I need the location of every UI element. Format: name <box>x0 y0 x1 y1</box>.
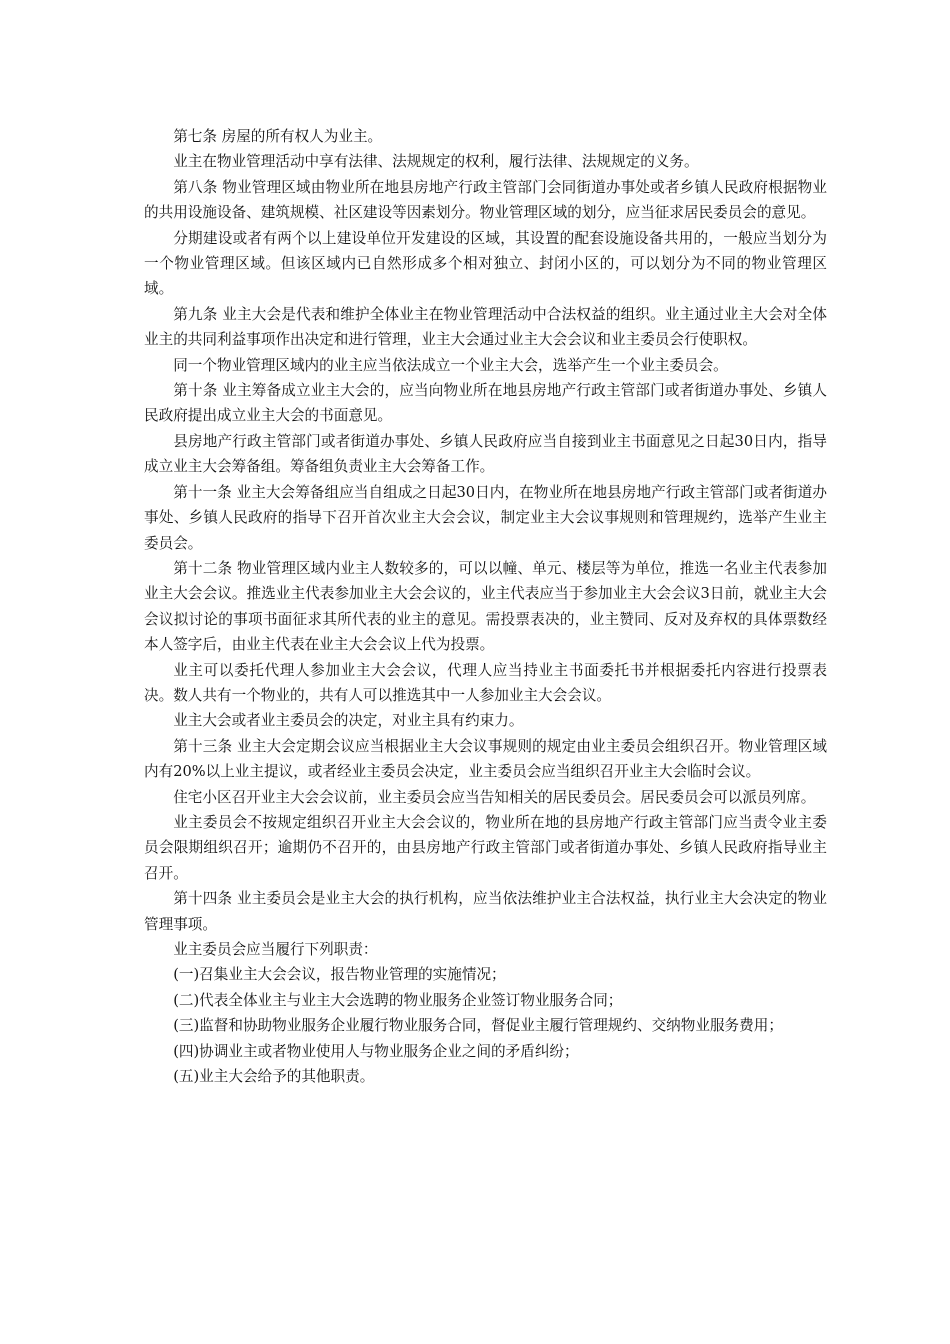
paragraph: 业主可以委托代理人参加业主大会会议，代理人应当持业主书面委托书并根据委托内容进行投票表决。数人共有一个物业的，共有人可以推选其中一人参加业主大会会议。 <box>144 661 827 704</box>
paragraph: 业主委员会应当履行下列职责： <box>173 941 378 958</box>
paragraph-article-13: 第十三条 业主大会定期会议应当根据业主大会议事规则的规定由业主委员会组织召开。物业管理区域内有20%以上业主提议，或者经业主委员会决定，业主委员会应当组织召开业主大会临时会议。 <box>144 737 827 781</box>
paragraph-article-9: 第九条 业主大会是代表和维护全体业主在物业管理活动中合法权益的组织。业主通过业主大会对全体业主的共同利益事项作出决定和进行管理，业主大会通过业主大会会议和业主委员会行使职权。 <box>144 305 827 349</box>
paragraph: 住宅小区召开业主大会会议前，业主委员会应当告知相关的居民委员会。居民委员会可以派员列席。 <box>173 788 816 806</box>
paragraph: 县房地产行政主管部门或者街道办事处、乡镇人民政府应当自接到业主书面意见之日起30日内，指导成立业主大会筹备组。筹备组负责业主大会筹备工作。 <box>144 432 827 476</box>
paragraph-article-7: 第七条 房屋的所有权人为业主。 <box>173 128 383 145</box>
list-item: (一)召集业主大会会议，报告物业管理的实施情况； <box>173 966 506 984</box>
list-item: (二)代表全体业主与业主大会选聘的物业服务企业签订物业服务合同； <box>173 991 623 1009</box>
list-item: (四)协调业主或者物业使用人与物业服务企业之间的矛盾纠纷； <box>173 1042 579 1060</box>
list-item: (三)监督和协助物业服务企业履行物业服务合同，督促业主履行管理规约、交纳物业服务费用； <box>173 1017 783 1035</box>
document-body <box>144 124 827 1089</box>
paragraph-article-11: 第十一条 业主大会筹备组应当自组成之日起30日内，在物业所在地县房地产行政主管部门或者街道办事处、乡镇人民政府的指导下召开首次业主大会会议，制定业主大会议事规则和管理规约，选举产生业主委员会。 <box>144 483 827 552</box>
paragraph: 业主在物业管理活动中享有法律、法规规定的权利，履行法律、法规规定的义务。 <box>173 153 699 171</box>
list-item: (五)业主大会给予的其他职责。 <box>173 1068 375 1086</box>
paragraph-article-14: 第十四条 业主委员会是业主大会的执行机构，应当依法维护业主合法权益，执行业主大会决定的物业管理事项。 <box>144 890 827 933</box>
paragraph: 业主大会或者业主委员会的决定，对业主具有约束力。 <box>173 712 524 730</box>
paragraph-article-10: 第十条 业主筹备成立业主大会的，应当向物业所在地县房地产行政主管部门或者街道办事处、乡镇人民政府提出成立业主大会的书面意见。 <box>144 382 827 425</box>
paragraph: 业主委员会不按规定组织召开业主大会会议的，物业所在地的县房地产行政主管部门应当责令业主委员会限期组织召开；逾期仍不召开的，由县房地产行政主管部门或者街道办事处、乡镇人民政府指导业主召开。 <box>144 813 827 882</box>
paragraph: 分期建设或者有两个以上建设单位开发建设的区域，其设置的配套设施设备共用的，一般应当划分为一个物业管理区域。但该区域内已自然形成多个相对独立、封闭小区的，可以划分为不同的物业管理区域。 <box>144 229 827 298</box>
paragraph-article-12: 第十二条 物业管理区域内业主人数较多的，可以以幢、单元、楼层等为单位，推选一名业主代表参加业主大会会议。推选业主代表参加业主大会会议的，业主代表应当于参加业主大会会议3日前，就业主大会会议拟讨论的事项书面征求其所代表的业主的意见。需投票表决的，业主赞同、反对及弃权的具体票数经本人签字后，由业主代表在业主大会会议上代为投票。 <box>144 559 827 654</box>
paragraph: 同一个物业管理区域内的业主应当依法成立一个业主大会，选举产生一个业主委员会。 <box>173 356 728 374</box>
paragraph-article-8: 第八条 物业管理区域由物业所在地县房地产行政主管部门会同街道办事处或者乡镇人民政府根据物业的共用设施设备、建筑规模、社区建设等因素划分。物业管理区域的划分，应当征求居民委员会的意见。 <box>144 178 827 222</box>
